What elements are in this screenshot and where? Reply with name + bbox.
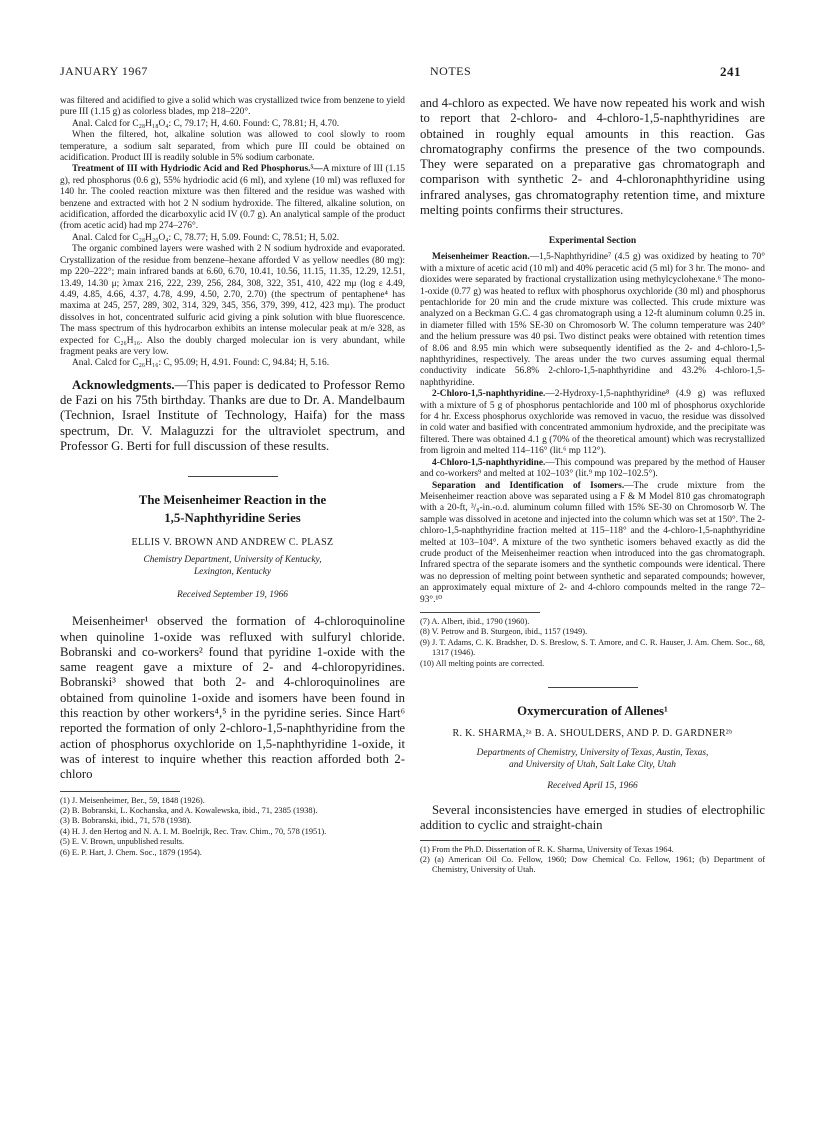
introduction-continued: and 4-chloro as expected. We have now repeated his work and wish to report that 2-chloro- and 4-chloro-1,5-naphthyridines are obtained in roughly equal amounts in this reaction. Gas chromatography confirms the presence of the two compounds. They were separated on a preparative gas chromatograph and comparison with synthetic 2- and 4-chloronaphthyridine using infrared analyses, gas chromatography retention time, and mixture melting points confirms their structures. — [420, 96, 765, 218]
acknowledgments-body: —This paper is dedicated to Professor Remo de Fazi on his 75th birthday. Thanks are due to Dr. A. Mandelbaum (Technion, Israel Institute of Technology, Haifa) for the mass spectrum, Dr. V. Malaguzzi for the ultraviolet spectrum, and Professor G. Berti for full discussion of these results. — [60, 377, 405, 453]
footnote-rule — [420, 612, 540, 613]
run-in-body: —The crude mixture from the Meisenheimer reaction above was separated using a F & M Model 810 gas chromatograph with a 20-ft, ³/₈-in.-o.d. aluminum column filled with 15% SE-30 on Chromosorb W. The sample was dissolved in acetone and injected into the column which was set at 150°. The 2-chloro-1,5-naphthyridine fraction melted at 115–118° and the 4-chloro-1,5-naphthyridine melted at 103–104°. A mixture of the two synthetic isomers behaved exactly as did the crude product of the Meisenheimer reaction when introduced into the gas chromatograph. Infrared spectra of the separate isomers and the synthetic compounds were identical. There was no depression of melting point between synthetic and separated compounds; however, an approximately equal mixture of 2- and 4-chloro compounds melted in the range 72–93°.¹⁰ — [420, 480, 765, 605]
run-in-body: —2-Hydroxy-1,5-naphthyridine⁸ (4.9 g) was refluxed with a mixture of 5 g of phosphorus pentachloride and 100 ml of phosphorus oxychloride for 4 hr. Excess phosphorus oxychloride was removed in vacuo, the residue was dissolved in cold water and basified with concentrated ammonium hydroxide, and the precipitate was filtered. There was obtained 4.1 g (70% of the theoretical amount) which was recrystallized from ligroin and melted 114–116° (lit.⁶ mp 112°). — [420, 389, 765, 457]
affiliation: Departments of Chemistry, University of Texas, Austin, Texas, — [476, 748, 709, 758]
paragraph: was filtered and acidified to give a solid which was crystallized twice from benzene to yield pure III (1.15 g) as colorless blades, mp 218–220°. — [60, 96, 405, 118]
analysis-paragraph: Anal. Calcd for C₂₈H₂₀O₄: C, 78.77; H, 5.09. Found: C, 78.51; H, 5.02. — [72, 232, 340, 243]
experimental-heading: Experimental Section — [548, 236, 637, 247]
affiliation: and University of Utah, Salt Lake City, Utah — [509, 760, 676, 770]
article-title: 1,5-Naphthyridine Series — [164, 511, 301, 526]
run-in-heading: Meisenheimer Reaction. — [432, 252, 530, 263]
run-in-body: A mixture of III (1.15 g), red phosphorus (0.6 g), 55% hydriodic acid (6 ml), and xylene (10 ml) was refluxed for 140 hr. The cooled reaction mixture was then filtered and the residue was washed with benzene and extracted with hot 2 N sodium hydroxide. The filtered, alkaline solution, on acidification, afforded the dicarboxylic acid IV (0.7 g). An analytical sample of the product (from acetic acid) had mp 274–276°. — [60, 164, 405, 232]
footnote: (4) H. J. den Hertog and N. A. I. M. Boelrijk, Rec. Trav. Chim., 70, 578 (1951). — [60, 826, 327, 836]
analysis-paragraph: Anal. Calcd for C₂₈H₁₈O₄: C, 79.17; H, 4.60. Found: C, 78.81; H, 4.70. — [72, 118, 340, 129]
run-in-heading: 4-Chloro-1,5-naphthyridine. — [432, 457, 546, 468]
authors: ELLIS V. BROWN AND ANDREW C. PLASZ — [131, 537, 334, 549]
right-column — [420, 96, 765, 876]
procedure-paragraph — [420, 252, 765, 389]
footnote-rule — [60, 791, 180, 792]
authors: R. K. SHARMA,²ᵃ B. A. SHOULDERS, AND P. D. GARDNER²ᵇ — [452, 728, 733, 739]
run-in-heading: 2-Chloro-1,5-naphthyridine. — [432, 389, 546, 400]
article-title: Oxymercuration of Allenes¹ — [517, 704, 668, 718]
footnote: (8) V. Petrow and B. Sturgeon, ibid., 1157 (1949). — [420, 627, 588, 637]
footnote: (5) E. V. Brown, unpublished results. — [60, 837, 185, 847]
footnote: (9) J. T. Adams, C. K. Bradsher, D. S. Breslow, S. T. Amore, and C. R. Hauser, J. Am. Chem. Soc., 68, 1317 (1946). — [420, 637, 765, 658]
footnote: (10) All melting points are corrected. — [420, 658, 545, 668]
left-column — [60, 96, 405, 858]
received-date: Received April 15, 1966 — [547, 781, 638, 791]
procedure-paragraph — [420, 481, 765, 606]
running-header-center: NOTES — [430, 64, 472, 78]
paragraph: When the filtered, hot, alkaline solution was allowed to cool slowly to room temperature, a sodium salt separated, from which pure III could be obtained on acidification. Product III is readily soluble in 5% sodium carbonate. — [60, 130, 405, 164]
run-in-body: —This compound was prepared by the method of Hauser and co-workers⁹ and melted at 102–103° (lit.⁹ mp 102–102.5°). — [420, 457, 765, 480]
procedure-paragraph — [420, 389, 765, 457]
article-title: The Meisenheimer Reaction in the — [138, 493, 327, 508]
acknowledgments-heading: Acknowledgments. — [72, 377, 175, 392]
footnote-rule — [420, 840, 540, 841]
footnote: (2) B. Bobranski, L. Kochanska, and A. Kowalewska, ibid., 71, 2385 (1938). — [60, 805, 318, 815]
footnote: (3) B. Bobranski, ibid., 71, 578 (1938). — [60, 816, 192, 826]
received-date: Received September 19, 1966 — [177, 590, 288, 601]
footnote: (1) J. Meisenheimer, Ber., 59, 1848 (1926). — [60, 795, 205, 805]
affiliation: Lexington, Kentucky — [193, 567, 272, 578]
introduction: Meisenheimer¹ observed the formation of 4-chloroquinoline when quinoline 1-oxide was refluxed with sulfuryl chloride. Bobranski and co-workers² found that pyridine 1-oxide with the same reagent gave a mixture of 2- and 4-chloropyridines. Bobranski³ showed that both 2- and 4-chloroquinolines are obtained from quinoline 1-oxide and isomers have been found in this reaction by other workers⁴,⁵ in the pyridine series. Since Hart⁶ reported the formation of only 2-chloro-1,5-naphthyridine from the action of phosphorus oxychloride on 1,5-naphthyridine 1-oxide, it was of interest to inquire whether this reaction afforded both 2-chloro — [60, 614, 405, 782]
footnote: (1) From the Ph.D. Dissertation of R. K. Sharma, University of Texas 1964. — [420, 844, 674, 854]
run-in-body: —1,5-Naphthyridine⁷ (4.5 g) was oxidized by heating to 70° with a mixture of acetic acid (10 ml) and 40% peracetic acid (5 ml) for 3 hr. The mono- and dioxides were separated by fractional crystallization using methylcyclohexane.⁶ The mono-1-oxide (0.77 g) was heated to reflux with phosphorus oxychloride (30 ml) and phosphorus pentachloride for 20 min and the crude mixture was collected. This crude mixture was analyzed on a Beckman G.C. 4 gas chromatograph using a 12-ft aluminum column 0.25 in. in diameter filled with 15% SE-30 on Chromosorb W. The column temperature was 240° and the helium pressure was 40 psi. Two distinct peaks were obtained with retention times of 8.06 and 8.95 min which were subsequently identified as the 2- and 4-chloro-1,5-naphthyridines, respectively. The areas under the two curves assuming equal thermal conductivity indicate 56.8% 2-chloro-1,5-naphthyridine and 43.2% 4-chloro-1,5-naphthyridine. — [420, 252, 765, 388]
acknowledgments — [60, 378, 405, 454]
analysis-paragraph: Anal. Calcd for C₂₆H₁₆: C, 95.09; H, 4.91. Found: C, 94.84; H, 5.16. — [72, 358, 330, 369]
affiliation: Chemistry Department, University of Kentucky, — [143, 555, 322, 566]
introduction: Several inconsistencies have emerged in studies of electrophilic addition to cyclic and straight-chain — [420, 803, 765, 833]
divider — [188, 476, 278, 477]
running-header-left: JANUARY 1967 — [60, 64, 148, 78]
paragraph: The organic combined layers were washed with 2 N sodium hydroxide and evaporated. Crystallization of the residue from benzene–hexane afforded V as yellow needles (80 mg): mp 220–222°; main infrared bands at 6.60, 6.70, 10.41, 10.56, 11.15, 11.35, 12.29, 12.51, 13.49, 14.30 μ; λmax 216, 222, 239, 256, 284, 308, 322, 351, 410, 422 mμ (log ε 4.49, 4.49, 4.85, 4.66, 4.37, 4.78, 4.99, 4.50, 2.70, 2.70) (the spectrum of pentaphene⁴ has maxima at 245, 257, 289, 302, 314, 329, 345, 356, 379, 399, 412, 423 mμ). The product dissolves in hot, concentrated sulfuric acid giving a pink solution with blue fluorescence. The mass spectrum of this hydrocarbon exhibits an intense molecular peak at m/e 328, as expected for C₂₆H₁₆. Also the doubly charged molecular ion is very abundant, while fragment peaks are very low. — [60, 244, 405, 357]
run-in-heading: Separation and Identification of Isomers. — [432, 480, 625, 491]
divider — [548, 687, 638, 688]
procedure-paragraph — [420, 458, 765, 481]
run-in-heading: Treatment of III with Hydriodic Acid and Red Phosphorus.⁵— — [72, 164, 323, 175]
procedure-paragraph — [60, 164, 405, 232]
footnote: (2) (a) American Oil Co. Fellow, 1960; Dow Chemical Co. Fellow, 1961; (b) Department of Chemistry, University of Utah. — [420, 855, 765, 875]
footnote: (7) A. Albert, ibid., 1790 (1960). — [420, 616, 530, 626]
page-number: 241 — [720, 64, 741, 79]
footnote: (6) E. P. Hart, J. Chem. Soc., 1879 (1954). — [60, 847, 202, 857]
